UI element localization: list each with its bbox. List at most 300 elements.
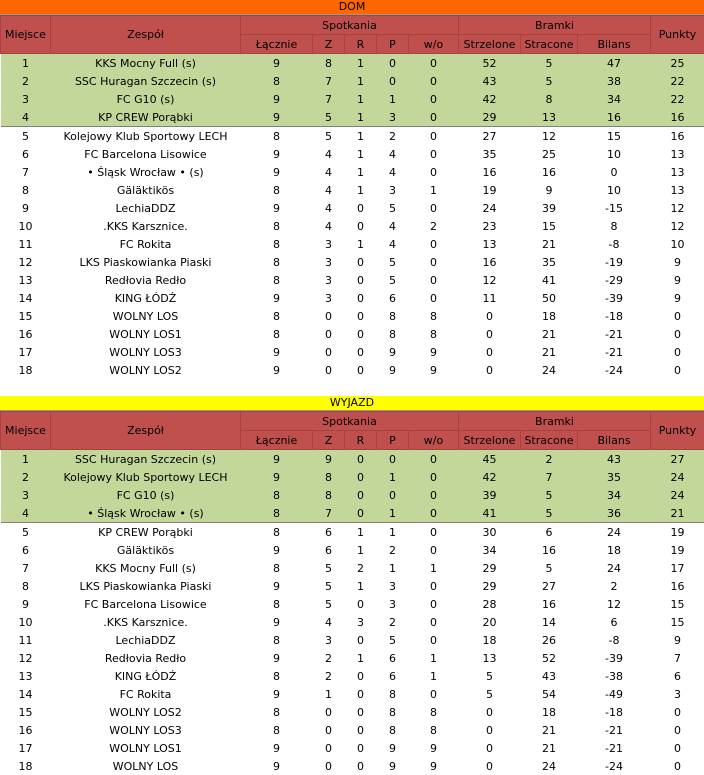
cell-bilans: -8 [578,631,651,649]
table-row [1,199,704,217]
cell-punkty: 21 [651,504,704,523]
cell-lacznie: 9 [241,163,313,181]
cell-zespol: SSC Huragan Szczecin (s) [51,72,241,90]
cell-wo: 0 [409,523,459,542]
cell-strzelone: 29 [459,559,521,577]
col-lacznie: Łącznie [241,431,313,450]
cell-zespol: WOLNY LOS2 [51,361,241,379]
cell-z: 2 [313,667,345,685]
table-row [1,504,704,523]
cell-miejsce: 15 [1,703,51,721]
cell-strzelone: 12 [459,271,521,289]
cell-lacznie: 9 [241,343,313,361]
table-row [1,613,704,631]
table-row [1,181,704,199]
cell-punkty: 10 [651,235,704,253]
cell-punkty: 0 [651,325,704,343]
col-wo: w/o [409,431,459,450]
cell-punkty: 9 [651,289,704,307]
cell-punkty: 16 [651,108,704,127]
cell-strzelone: 0 [459,361,521,379]
cell-p: 9 [377,343,409,361]
cell-p: 2 [377,127,409,146]
cell-zespol: LechiaDDZ [51,631,241,649]
cell-wo: 0 [409,163,459,181]
cell-r: 0 [345,631,377,649]
cell-wo: 0 [409,504,459,523]
cell-r: 0 [345,703,377,721]
cell-punkty: 16 [651,127,704,146]
cell-zespol: KING ŁÓDŹ [51,289,241,307]
cell-stracone: 21 [521,721,578,739]
cell-z: 4 [313,181,345,199]
cell-z: 6 [313,523,345,542]
cell-bilans: -24 [578,757,651,775]
cell-strzelone: 20 [459,613,521,631]
cell-r: 1 [345,127,377,146]
cell-miejsce: 4 [1,504,51,523]
cell-p: 8 [377,325,409,343]
cell-wo: 1 [409,181,459,199]
cell-r: 3 [345,613,377,631]
table-row [1,217,704,235]
cell-r: 0 [345,721,377,739]
cell-punkty: 0 [651,721,704,739]
table-row [1,577,704,595]
cell-bilans: -39 [578,649,651,667]
cell-zespol: WOLNY LOS1 [51,325,241,343]
cell-miejsce: 10 [1,217,51,235]
cell-p: 4 [377,217,409,235]
cell-r: 0 [345,667,377,685]
cell-bilans: -21 [578,343,651,361]
cell-miejsce: 2 [1,468,51,486]
cell-lacznie: 8 [241,559,313,577]
cell-z: 7 [313,72,345,90]
dom-banner: DOM [0,0,704,15]
cell-bilans: 10 [578,181,651,199]
cell-r: 1 [345,54,377,73]
cell-wo: 8 [409,721,459,739]
cell-bilans: -38 [578,667,651,685]
cell-lacznie: 8 [241,595,313,613]
col-wo: w/o [409,35,459,54]
cell-strzelone: 0 [459,325,521,343]
cell-lacznie: 8 [241,631,313,649]
cell-punkty: 0 [651,757,704,775]
cell-stracone: 54 [521,685,578,703]
cell-zespol: LKS Piaskowianka Piaski [51,577,241,595]
cell-z: 5 [313,595,345,613]
cell-lacznie: 9 [241,685,313,703]
cell-strzelone: 18 [459,631,521,649]
table-row [1,163,704,181]
cell-lacznie: 8 [241,72,313,90]
cell-p: 9 [377,739,409,757]
cell-miejsce: 17 [1,343,51,361]
cell-stracone: 6 [521,523,578,542]
cell-bilans: 24 [578,559,651,577]
cell-punkty: 9 [651,631,704,649]
table-row [1,72,704,90]
cell-zespol: LKS Piaskowianka Piaski [51,253,241,271]
cell-lacznie: 8 [241,667,313,685]
cell-strzelone: 29 [459,577,521,595]
cell-punkty: 3 [651,685,704,703]
cell-z: 3 [313,271,345,289]
col-spotkania: Spotkania [241,412,459,431]
cell-z: 8 [313,54,345,73]
cell-wo: 0 [409,199,459,217]
table-row [1,289,704,307]
cell-strzelone: 41 [459,504,521,523]
cell-p: 6 [377,649,409,667]
cell-strzelone: 34 [459,541,521,559]
cell-punkty: 17 [651,559,704,577]
cell-miejsce: 2 [1,72,51,90]
cell-lacznie: 8 [241,235,313,253]
cell-r: 0 [345,504,377,523]
cell-z: 4 [313,613,345,631]
cell-p: 1 [377,468,409,486]
cell-stracone: 18 [521,307,578,325]
cell-strzelone: 42 [459,90,521,108]
cell-z: 4 [313,145,345,163]
cell-strzelone: 11 [459,289,521,307]
cell-r: 1 [345,90,377,108]
cell-bilans: 0 [578,163,651,181]
cell-bilans: 47 [578,54,651,73]
cell-wo: 9 [409,757,459,775]
cell-z: 0 [313,757,345,775]
cell-zespol: Redłovia Redło [51,649,241,667]
cell-miejsce: 1 [1,54,51,73]
cell-stracone: 24 [521,757,578,775]
table-row [1,253,704,271]
cell-stracone: 14 [521,613,578,631]
cell-stracone: 15 [521,217,578,235]
table-row [1,127,704,146]
col-punkty: Punkty [651,16,704,54]
table-row [1,757,704,775]
cell-stracone: 18 [521,703,578,721]
cell-miejsce: 18 [1,361,51,379]
cell-z: 5 [313,127,345,146]
cell-r: 1 [345,541,377,559]
cell-z: 0 [313,307,345,325]
cell-p: 4 [377,235,409,253]
cell-stracone: 24 [521,361,578,379]
cell-r: 0 [345,343,377,361]
cell-wo: 0 [409,577,459,595]
cell-miejsce: 12 [1,649,51,667]
cell-r: 2 [345,559,377,577]
cell-wo: 0 [409,450,459,469]
cell-strzelone: 0 [459,703,521,721]
cell-punkty: 19 [651,541,704,559]
cell-r: 0 [345,739,377,757]
col-stracone: Stracone [521,431,578,450]
col-p: P [377,431,409,450]
cell-bilans: -21 [578,739,651,757]
cell-bilans: 15 [578,127,651,146]
cell-z: 0 [313,325,345,343]
cell-lacznie: 9 [241,90,313,108]
cell-stracone: 21 [521,343,578,361]
cell-bilans: -18 [578,307,651,325]
cell-punkty: 24 [651,468,704,486]
table-row [1,361,704,379]
cell-z: 8 [313,468,345,486]
cell-lacznie: 9 [241,199,313,217]
cell-p: 1 [377,559,409,577]
cell-zespol: KING ŁÓDŹ [51,667,241,685]
cell-p: 0 [377,72,409,90]
cell-p: 4 [377,163,409,181]
cell-r: 0 [345,468,377,486]
cell-p: 8 [377,685,409,703]
cell-miejsce: 11 [1,631,51,649]
cell-punkty: 24 [651,486,704,504]
cell-r: 1 [345,145,377,163]
cell-z: 8 [313,486,345,504]
cell-z: 5 [313,559,345,577]
cell-p: 0 [377,486,409,504]
cell-r: 0 [345,325,377,343]
cell-wo: 1 [409,667,459,685]
col-zespol: Zespół [51,16,241,54]
cell-strzelone: 13 [459,235,521,253]
cell-p: 1 [377,504,409,523]
table-row [1,235,704,253]
wyjazd-table [0,411,704,775]
cell-bilans: 36 [578,504,651,523]
cell-strzelone: 35 [459,145,521,163]
wyjazd-section [0,396,704,775]
cell-punkty: 12 [651,217,704,235]
cell-miejsce: 5 [1,127,51,146]
cell-miejsce: 5 [1,523,51,542]
col-strzelone: Strzelone [459,35,521,54]
cell-stracone: 21 [521,235,578,253]
cell-punkty: 0 [651,361,704,379]
cell-z: 1 [313,685,345,703]
cell-z: 7 [313,90,345,108]
cell-r: 1 [345,163,377,181]
cell-strzelone: 42 [459,468,521,486]
cell-stracone: 8 [521,90,578,108]
cell-wo: 0 [409,613,459,631]
cell-miejsce: 15 [1,307,51,325]
cell-bilans: 8 [578,217,651,235]
cell-wo: 0 [409,271,459,289]
cell-bilans: -29 [578,271,651,289]
cell-wo: 0 [409,468,459,486]
cell-lacznie: 8 [241,181,313,199]
cell-strzelone: 0 [459,307,521,325]
cell-r: 1 [345,72,377,90]
cell-wo: 0 [409,253,459,271]
cell-lacznie: 8 [241,271,313,289]
cell-bilans: -21 [578,721,651,739]
cell-punkty: 27 [651,450,704,469]
cell-strzelone: 5 [459,685,521,703]
cell-strzelone: 5 [459,667,521,685]
cell-lacznie: 9 [241,108,313,127]
table-row [1,523,704,542]
table-row [1,325,704,343]
cell-miejsce: 11 [1,235,51,253]
col-stracone: Stracone [521,35,578,54]
cell-lacznie: 8 [241,307,313,325]
cell-r: 0 [345,757,377,775]
cell-p: 1 [377,90,409,108]
cell-lacznie: 9 [241,613,313,631]
cell-zespol: • Śląsk Wrocław • (s) [51,163,241,181]
cell-p: 6 [377,667,409,685]
table-row [1,90,704,108]
cell-punkty: 9 [651,253,704,271]
cell-zespol: Kolejowy Klub Sportowy LECH [51,127,241,146]
table-row [1,343,704,361]
cell-miejsce: 9 [1,595,51,613]
cell-p: 3 [377,108,409,127]
col-zespol: Zespół [51,412,241,450]
cell-punkty: 15 [651,595,704,613]
dom-section [0,0,704,379]
table-row [1,595,704,613]
cell-z: 3 [313,253,345,271]
cell-z: 3 [313,235,345,253]
cell-lacznie: 9 [241,739,313,757]
cell-bilans: 24 [578,523,651,542]
cell-punkty: 0 [651,307,704,325]
cell-z: 2 [313,649,345,667]
cell-z: 7 [313,504,345,523]
cell-z: 0 [313,703,345,721]
cell-miejsce: 13 [1,271,51,289]
cell-lacznie: 9 [241,145,313,163]
cell-punkty: 13 [651,145,704,163]
cell-zespol: • Śląsk Wrocław • (s) [51,504,241,523]
cell-r: 0 [345,289,377,307]
table-row [1,54,704,73]
cell-strzelone: 52 [459,54,521,73]
cell-miejsce: 14 [1,289,51,307]
col-bilans: Bilans [578,431,651,450]
cell-z: 9 [313,450,345,469]
table-row [1,468,704,486]
cell-bilans: 6 [578,613,651,631]
cell-zespol: KP CREW Porąbki [51,108,241,127]
cell-punkty: 25 [651,54,704,73]
cell-stracone: 41 [521,271,578,289]
wyjazd-banner: WYJAZD [0,396,704,411]
cell-zespol: FC Barcelona Lisowice [51,145,241,163]
cell-stracone: 52 [521,649,578,667]
cell-stracone: 9 [521,181,578,199]
cell-punkty: 13 [651,163,704,181]
table-row [1,667,704,685]
table-row [1,703,704,721]
cell-bilans: -18 [578,703,651,721]
cell-lacznie: 8 [241,253,313,271]
cell-punkty: 22 [651,90,704,108]
cell-lacznie: 9 [241,468,313,486]
cell-p: 6 [377,289,409,307]
cell-punkty: 19 [651,523,704,542]
cell-wo: 1 [409,649,459,667]
cell-strzelone: 19 [459,181,521,199]
cell-r: 0 [345,271,377,289]
cell-lacznie: 9 [241,541,313,559]
cell-zespol: WOLNY LOS [51,757,241,775]
cell-stracone: 5 [521,559,578,577]
cell-strzelone: 23 [459,217,521,235]
cell-zespol: LechiaDDZ [51,199,241,217]
cell-miejsce: 6 [1,145,51,163]
cell-stracone: 21 [521,325,578,343]
cell-wo: 9 [409,739,459,757]
cell-wo: 0 [409,72,459,90]
cell-miejsce: 4 [1,108,51,127]
cell-p: 3 [377,595,409,613]
cell-strzelone: 16 [459,163,521,181]
cell-miejsce: 8 [1,577,51,595]
cell-strzelone: 45 [459,450,521,469]
cell-p: 0 [377,54,409,73]
cell-strzelone: 0 [459,739,521,757]
cell-z: 0 [313,361,345,379]
cell-miejsce: 8 [1,181,51,199]
table-row [1,271,704,289]
cell-bilans: -49 [578,685,651,703]
cell-punkty: 15 [651,613,704,631]
cell-lacznie: 9 [241,649,313,667]
cell-zespol: WOLNY LOS [51,307,241,325]
cell-zespol: Gäläktikös [51,181,241,199]
cell-z: 0 [313,739,345,757]
cell-zespol: KKS Mocny Full (s) [51,54,241,73]
cell-strzelone: 28 [459,595,521,613]
cell-p: 8 [377,721,409,739]
cell-strzelone: 29 [459,108,521,127]
cell-miejsce: 17 [1,739,51,757]
cell-bilans: 10 [578,145,651,163]
cell-lacznie: 8 [241,504,313,523]
cell-wo: 2 [409,217,459,235]
cell-r: 0 [345,685,377,703]
cell-r: 1 [345,649,377,667]
cell-strzelone: 0 [459,757,521,775]
cell-wo: 0 [409,541,459,559]
cell-miejsce: 12 [1,253,51,271]
cell-wo: 0 [409,685,459,703]
cell-wo: 9 [409,343,459,361]
cell-r: 0 [345,199,377,217]
cell-wo: 0 [409,486,459,504]
cell-bilans: -21 [578,325,651,343]
cell-stracone: 16 [521,541,578,559]
cell-z: 4 [313,199,345,217]
cell-bilans: 43 [578,450,651,469]
cell-p: 5 [377,253,409,271]
cell-miejsce: 13 [1,667,51,685]
cell-lacznie: 9 [241,757,313,775]
cell-lacznie: 8 [241,523,313,542]
cell-bilans: -15 [578,199,651,217]
cell-p: 1 [377,523,409,542]
